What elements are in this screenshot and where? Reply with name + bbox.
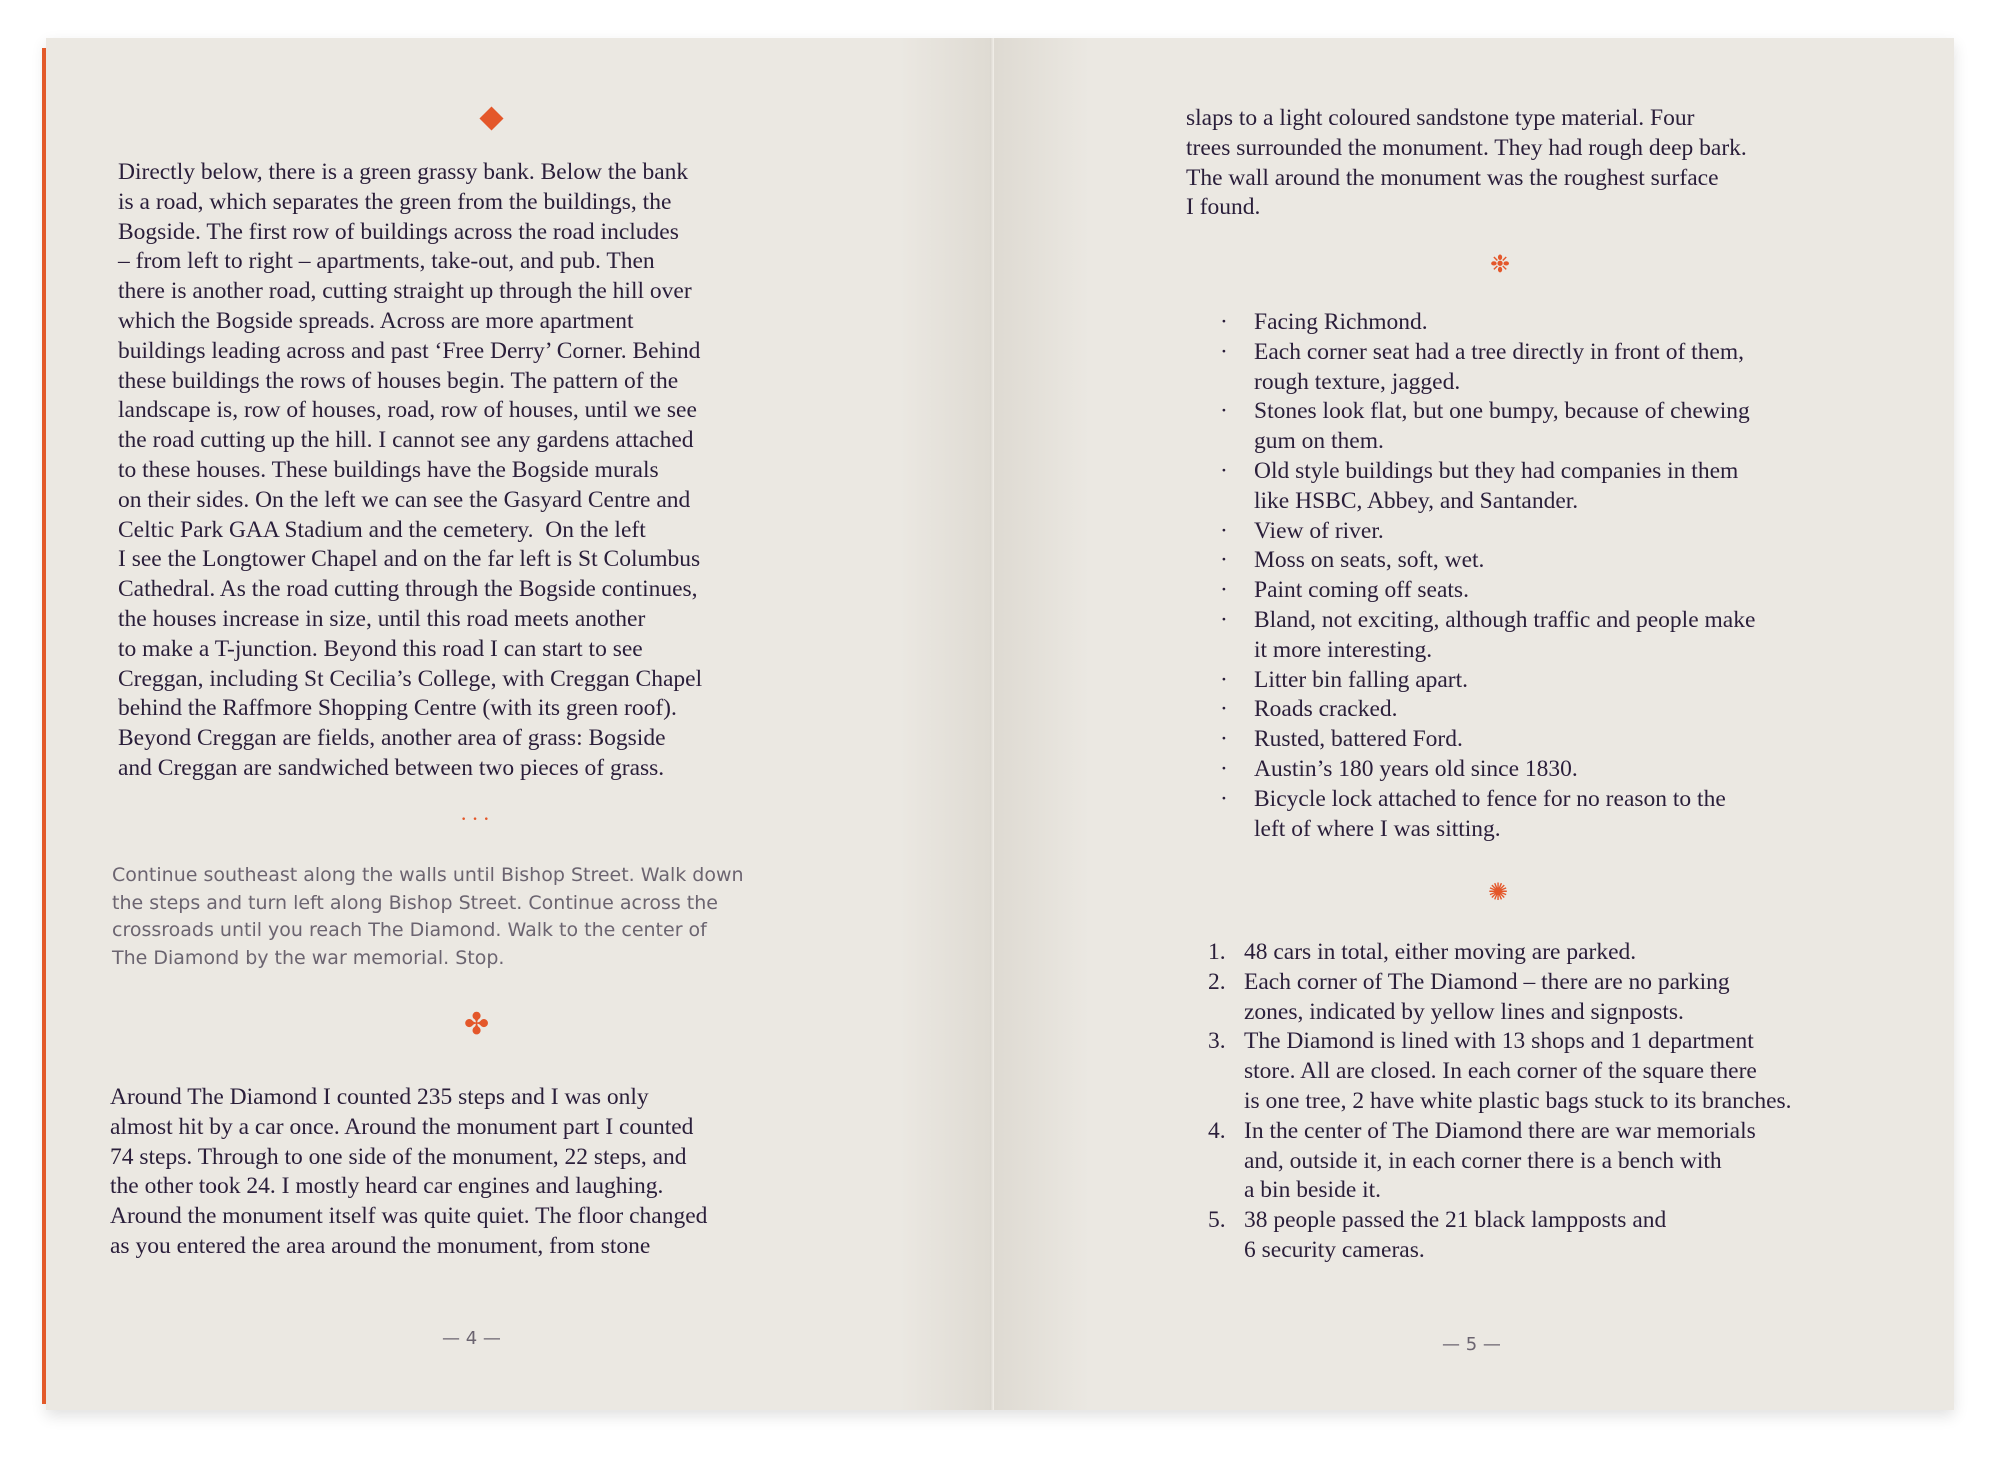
list-item-text: Roads cracked. xyxy=(1254,696,1398,723)
numbered-list xyxy=(1208,938,1792,1266)
paragraph1-line: Creggan, including St Cecilia’s College, with Creggan Chapel xyxy=(118,665,703,692)
paragraph1-line: and Creggan are sandwiched between two pieces of grass. xyxy=(118,754,665,781)
paragraph1-line: there is another road, cutting straight up through the hill over xyxy=(118,278,692,305)
numbered-item-text: zones, indicated by yellow lines and signposts. xyxy=(1244,998,1684,1025)
paragraph1-line: Cathedral. As the road cutting through the Bogside continues, xyxy=(118,576,698,603)
paragraph1-line: which the Bogside spreads. Across are more apartment xyxy=(118,307,634,334)
item-number: 4. xyxy=(1208,1117,1226,1144)
list-item-text: View of river. xyxy=(1254,517,1384,544)
list-item xyxy=(1220,755,1755,785)
bullet-dot-icon: · xyxy=(1220,338,1228,365)
paragraph-2 xyxy=(110,1083,707,1262)
instruction-line: The Diamond by the war memorial. Stop. xyxy=(112,946,505,969)
paragraph1-line: is a road, which separates the green from the buildings, the xyxy=(118,188,672,215)
paragraph-cont-line: The wall around the monument was the roughest surface xyxy=(1186,164,1719,191)
numbered-item xyxy=(1208,938,1792,968)
list-item xyxy=(1220,338,1755,398)
list-item xyxy=(1220,517,1755,547)
list-item-text: like HSBC, Abbey, and Santander. xyxy=(1254,487,1579,514)
paragraph1-line: landscape is, row of houses, road, row of houses, until we see xyxy=(118,397,697,424)
item-number: 5. xyxy=(1208,1207,1226,1234)
list-item xyxy=(1220,666,1755,696)
paragraph2-line: almost hit by a car once. Around the monument part I counted xyxy=(110,1113,694,1140)
list-item-text: Stones look flat, but one bumpy, because of chewing xyxy=(1254,398,1750,425)
paragraph1-line: Bogside. The first row of buildings across the road includes xyxy=(118,218,679,245)
numbered-item xyxy=(1208,1117,1792,1206)
paragraph1-line: Beyond Creggan are fields, another area of grass: Bogside xyxy=(118,725,666,752)
paragraph1-line: the houses increase in size, until this road meets another xyxy=(118,605,646,632)
list-item-text: Austin’s 180 years old since 1830. xyxy=(1254,755,1578,782)
page-number-5: — 5 — xyxy=(1442,1334,1501,1355)
page-number-4: — 4 — xyxy=(442,1328,501,1349)
list-item xyxy=(1220,785,1755,845)
paragraph1-line: the road cutting up the hill. I cannot see any gardens attached xyxy=(118,427,694,454)
list-item-text: Old style buildings but they had companies in them xyxy=(1254,457,1739,484)
paragraph1-line: these buildings the rows of houses begin. The pattern of the xyxy=(118,367,679,394)
list-item xyxy=(1220,308,1755,338)
list-item xyxy=(1220,397,1755,457)
paragraph1-line: – from left to right – apartments, take-out, and pub. Then xyxy=(118,248,655,275)
bullet-dot-icon: · xyxy=(1220,785,1228,812)
numbered-item-text: Each corner of The Diamond – there are no parking xyxy=(1244,968,1730,995)
bullet-dot-icon: · xyxy=(1220,726,1228,753)
list-item-text: Each corner seat had a tree directly in front of them, xyxy=(1254,338,1745,365)
paragraph1-line: I see the Longtower Chapel and on the far left is St Columbus xyxy=(118,546,701,573)
numbered-item xyxy=(1208,1206,1792,1266)
bullet-dot-icon: · xyxy=(1220,517,1228,544)
instruction-line: crossroads until you reach The Diamond. Walk to the center of xyxy=(112,919,707,941)
paragraph-cont-line: I found. xyxy=(1186,194,1261,221)
item-number: 1. xyxy=(1208,939,1226,965)
paragraph1-line: on their sides. On the left we can see the Gasyard Centre and xyxy=(118,486,691,513)
paragraph2-line: Around The Diamond I counted 235 steps and I was only xyxy=(110,1084,649,1110)
paragraph2-line: Around the monument itself was quite quiet. The floor changed xyxy=(110,1203,708,1230)
list-item-text: left of where I was sitting. xyxy=(1254,815,1501,842)
item-number: 3. xyxy=(1208,1028,1226,1055)
paragraph1-line: to these houses. These buildings have the Bogside murals xyxy=(118,456,659,483)
item-number: 2. xyxy=(1208,968,1226,995)
diamond-ornament-icon xyxy=(479,106,503,130)
list-item-text: Facing Richmond. xyxy=(1254,309,1428,335)
list-item-text: Paint coming off seats. xyxy=(1254,577,1469,604)
bullet-dot-icon: · xyxy=(1220,696,1228,723)
bullet-dot-icon: · xyxy=(1220,309,1228,335)
numbered-item-text: 48 cars in total, either moving are parked. xyxy=(1244,939,1637,965)
list-item-text: Moss on seats, soft, wet. xyxy=(1254,547,1485,574)
list-item xyxy=(1220,695,1755,725)
bullet-dot-icon: · xyxy=(1220,755,1228,782)
asterisk-ornament-icon: ❉ xyxy=(1490,252,1511,278)
list-item-text: Bland, not exciting, although traffic and people make xyxy=(1254,606,1756,633)
numbered-item-text: and, outside it, in each corner there is a bench with xyxy=(1244,1147,1722,1174)
paragraph2-line: 74 steps. Through to one side of the monument, 22 steps, and xyxy=(110,1143,687,1170)
bullet-dot-icon: · xyxy=(1220,547,1228,574)
list-item-text: Bicycle lock attached to fence for no reason to the xyxy=(1254,785,1726,812)
paragraph2-line: as you entered the area around the monument, from stone xyxy=(110,1232,651,1259)
numbered-item-text: 38 people passed the 21 black lampposts and xyxy=(1244,1207,1667,1234)
list-item-text: it more interesting. xyxy=(1254,636,1433,663)
right-page xyxy=(994,38,1954,1410)
numbered-item-text: In the center of The Diamond there are war memorials xyxy=(1244,1117,1756,1144)
list-item xyxy=(1220,457,1755,517)
list-item xyxy=(1220,606,1755,666)
instruction-line: the steps and turn left along Bishop Street. Continue across the xyxy=(112,891,718,914)
walking-instruction xyxy=(112,862,744,972)
paragraph-cont-line: trees surrounded the monument. They had rough deep bark. xyxy=(1186,134,1747,161)
numbered-item-text: 6 security cameras. xyxy=(1244,1236,1425,1263)
paragraph1-line: Celtic Park GAA Stadium and the cemetery. On the left xyxy=(118,516,646,543)
paragraph1-line: behind the Raffmore Shopping Centre (with its green roof). xyxy=(118,695,677,722)
list-item xyxy=(1220,546,1755,576)
ellipsis-ornament: ··· xyxy=(460,806,494,831)
paragraph-cont-line: slaps to a light coloured sandstone type material. Four xyxy=(1186,105,1695,131)
numbered-item xyxy=(1208,1027,1792,1116)
list-item-text: gum on them. xyxy=(1254,428,1384,455)
bullet-dot-icon: · xyxy=(1220,457,1228,484)
list-item-text: Litter bin falling apart. xyxy=(1254,666,1469,693)
list-item xyxy=(1220,725,1755,755)
paragraph-1 xyxy=(118,158,702,784)
paragraph-continued xyxy=(1186,104,1747,223)
booklet-spread xyxy=(46,38,1954,1410)
numbered-item-text: a bin beside it. xyxy=(1244,1177,1382,1204)
numbered-item xyxy=(1208,968,1792,1028)
numbered-item-text: store. All are closed. In each corner of the square there xyxy=(1244,1058,1757,1085)
numbered-item-text: The Diamond is lined with 13 shops and 1 department xyxy=(1244,1028,1754,1055)
sun-ornament-icon: ✺ xyxy=(1488,880,1509,906)
bullet-dot-icon: · xyxy=(1220,398,1228,425)
list-item-text: Rusted, battered Ford. xyxy=(1254,726,1463,753)
paragraph1-line: buildings leading across and past ‘Free Derry’ Corner. Behind xyxy=(118,337,701,364)
bullet-dot-icon: · xyxy=(1220,577,1228,604)
bullet-dot-icon: · xyxy=(1220,606,1228,633)
numbered-item-text: is one tree, 2 have white plastic bags stuck to its branches. xyxy=(1244,1087,1792,1114)
observation-list xyxy=(1220,308,1755,844)
paragraph1-line: to make a T-junction. Beyond this road I can start to see xyxy=(118,635,643,662)
bullet-dot-icon: · xyxy=(1220,666,1228,693)
paragraph1-line: Directly below, there is a green grassy bank. Below the bank xyxy=(118,159,689,185)
paragraph2-line: the other took 24. I mostly heard car engines and laughing. xyxy=(110,1173,664,1200)
instruction-line: Continue southeast along the walls until Bishop Street. Walk down xyxy=(112,864,744,886)
left-page xyxy=(46,38,994,1410)
list-item xyxy=(1220,576,1755,606)
clover-ornament-icon: ✤ xyxy=(464,1008,490,1041)
list-item-text: rough texture, jagged. xyxy=(1254,368,1461,395)
